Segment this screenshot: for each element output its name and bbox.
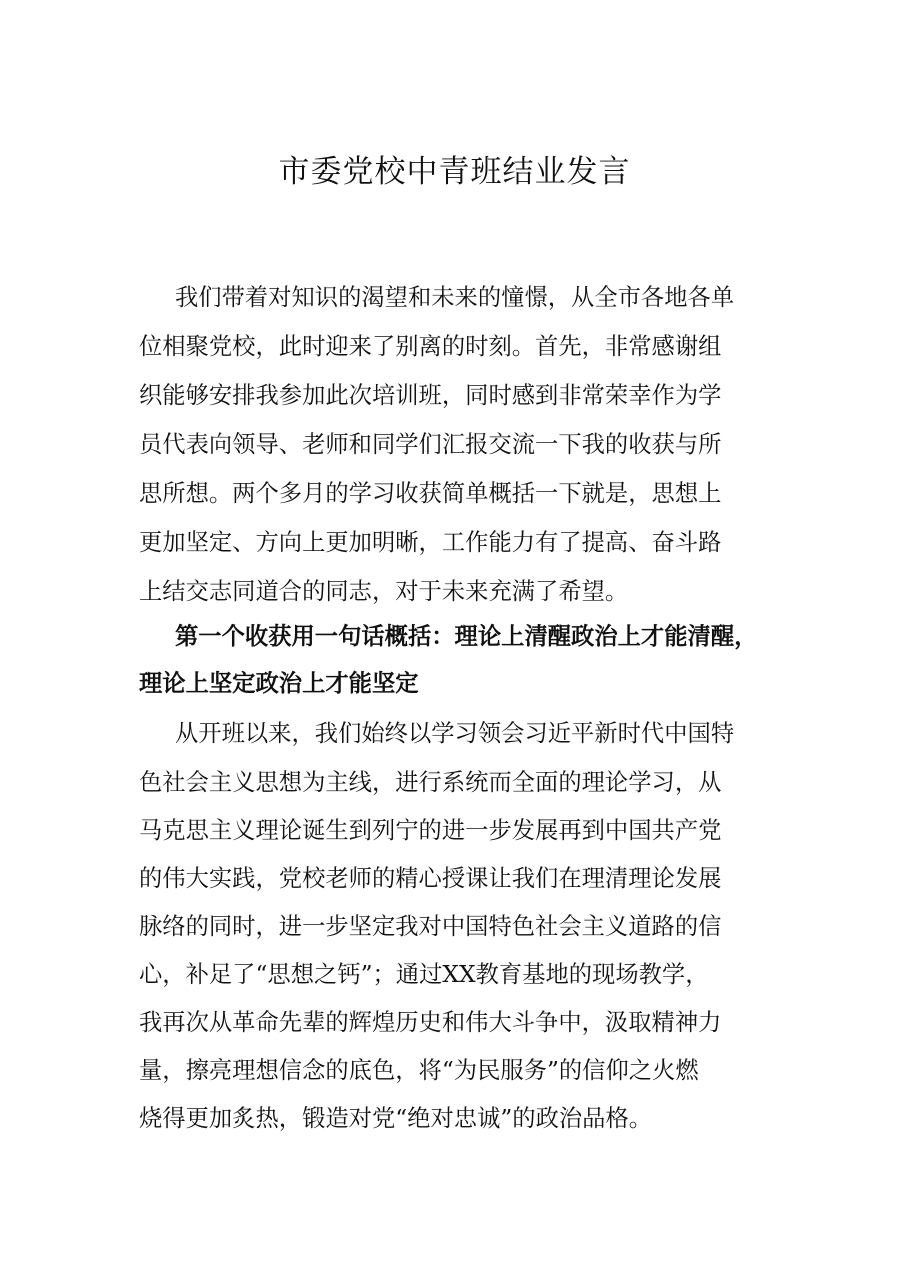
paragraph-2-line-4: 的伟大实践，党校老师的精心授课让我们在理清理论发展 <box>139 865 722 892</box>
paragraph-2-line-1: 从开班以来，我们始终以学习领会习近平新时代中国特 <box>175 720 735 747</box>
section-heading-line-2: 理论上坚定政治上才能坚定 <box>139 670 419 697</box>
section-heading-line-1: 第一个收获用一句话概括：理论上清醒政治上才能清醒， <box>175 623 758 650</box>
paragraph-1-line-1: 我们带着对知识的渴望和未来的憧憬，从全市各地各单 <box>175 284 735 311</box>
paragraph-1-line-2: 位相聚党校，此时迎来了别离的时刻。首先，非常感谢组 <box>139 333 722 360</box>
paragraph-1-line-6: 更加坚定、方向上更加明晰，工作能力有了提高、奋斗路 <box>139 529 722 556</box>
paragraph-1-line-3: 织能够安排我参加此次培训班，同时感到非常荣幸作为学 <box>139 382 722 409</box>
paragraph-1-line-4: 员代表向领导、老师和同学们汇报交流一下我的收获与所 <box>139 431 722 458</box>
paragraph-2-line-8: 量，擦亮理想信念的底色，将“为民服务”的信仰之火燃 <box>139 1057 699 1084</box>
document-title: 市委党校中青班结业发言 <box>278 154 631 190</box>
paragraph-2-line-9: 烧得更加炙热，锻造对党“绝对忠诚”的政治品格。 <box>139 1105 653 1132</box>
paragraph-1-line-5: 思所想。两个多月的学习收获简单概括一下就是，思想上 <box>139 480 722 507</box>
paragraph-2-line-3: 马克思主义理论诞生到列宁的进一步发展再到中国共产党 <box>139 817 722 844</box>
paragraph-1-line-7: 上结交志同道合的同志，对于未来充满了希望。 <box>139 578 629 605</box>
paragraph-2-line-2: 色社会主义思想为主线，进行系统而全面的理论学习，从 <box>139 769 722 796</box>
paragraph-2-line-5: 脉络的同时，进一步坚定我对中国特色社会主义道路的信 <box>139 913 722 940</box>
paragraph-2-line-6: 心，补足了“思想之钙”；通过XX教育基地的现场教学， <box>139 961 709 988</box>
paragraph-2-line-7: 我再次从革命先辈的辉煌历史和伟大斗争中，汲取精神力 <box>139 1009 722 1036</box>
